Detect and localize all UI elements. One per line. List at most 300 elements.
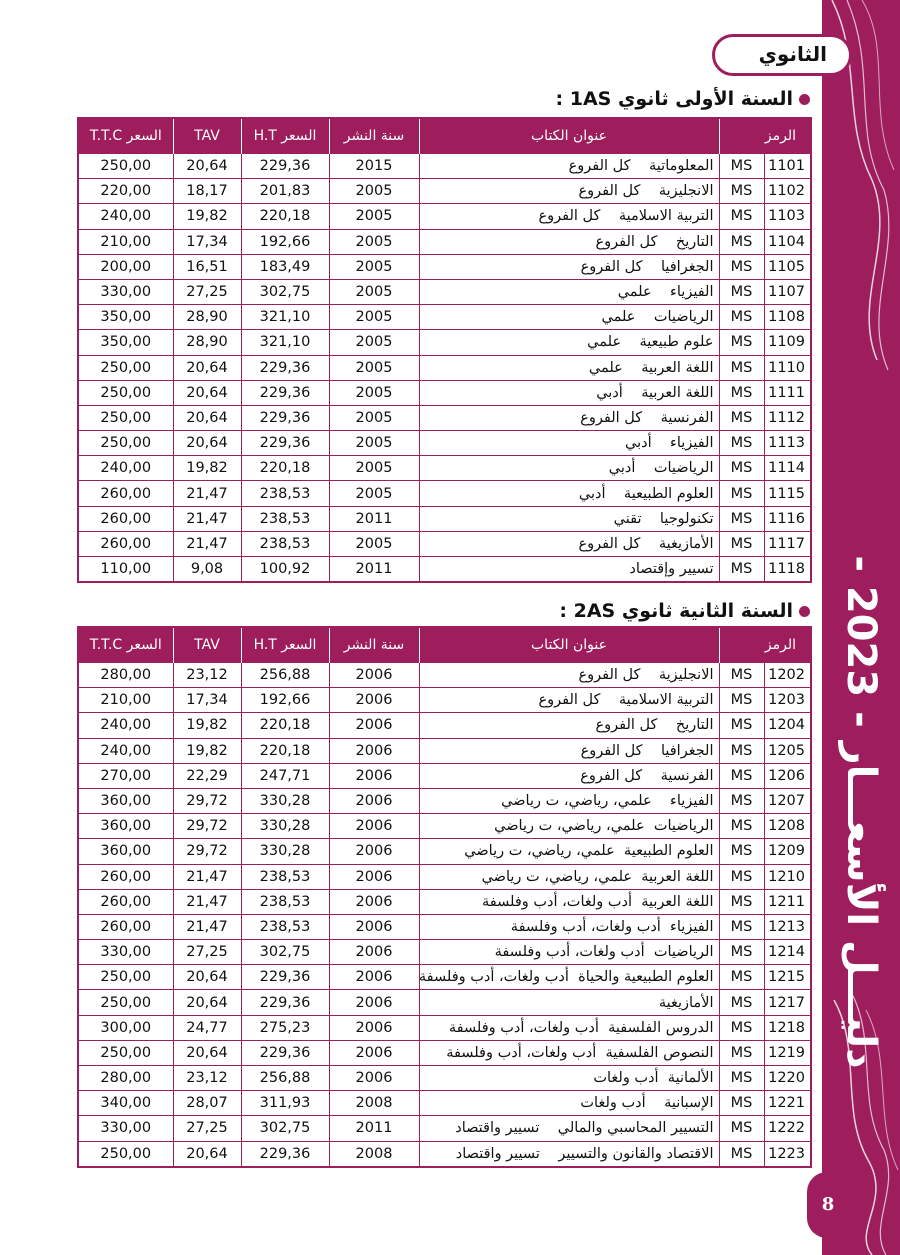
- cell-ttc: 260,00: [78, 531, 173, 556]
- cell-ht: 220,18: [241, 456, 329, 481]
- cell-ht: 100,92: [241, 557, 329, 583]
- cell-ms: MS: [719, 557, 764, 583]
- cell-title: التربية الاسلامية كل الفروع: [419, 204, 719, 229]
- cell-ttc: 270,00: [78, 763, 173, 788]
- col-header-ht: السعر H.T: [241, 118, 329, 154]
- cell-ms: MS: [719, 990, 764, 1015]
- cell-ms: MS: [719, 204, 764, 229]
- table-row: [78, 864, 811, 889]
- cell-ht: 256,88: [241, 1066, 329, 1091]
- cell-year: 2006: [329, 738, 419, 763]
- table-row: [78, 814, 811, 839]
- table-row: [78, 1141, 811, 1167]
- cell-code: 1101: [764, 154, 811, 179]
- table-row: [78, 506, 811, 531]
- cell-title: الاقتصاد والقانون والتسيير تسيير واقتصاد: [419, 1141, 719, 1167]
- table-row: [78, 557, 811, 583]
- price-table-1as: [77, 117, 812, 583]
- cell-code: 1110: [764, 355, 811, 380]
- cell-title: الرياضيات أدبي: [419, 456, 719, 481]
- cell-ttc: 330,00: [78, 1116, 173, 1141]
- cell-code: 1209: [764, 839, 811, 864]
- cell-title: الفيزياء أدب ولغات، أدب وفلسفة: [419, 914, 719, 939]
- cell-ht: 330,28: [241, 788, 329, 813]
- cell-code: 1118: [764, 557, 811, 583]
- cell-title: التاريخ كل الفروع: [419, 713, 719, 738]
- cell-tav: 19,82: [173, 713, 241, 738]
- cell-year: 2005: [329, 355, 419, 380]
- cell-year: 2005: [329, 254, 419, 279]
- cell-title: اللغة العربية علمي، رياضي، ت رياضي: [419, 864, 719, 889]
- cell-ttc: 250,00: [78, 990, 173, 1015]
- cell-year: 2005: [329, 305, 419, 330]
- cell-tav: 27,25: [173, 1116, 241, 1141]
- col-header-code: الرمز: [719, 627, 811, 663]
- header-pill: [712, 34, 852, 76]
- cell-ht: 229,36: [241, 380, 329, 405]
- cell-ttc: 240,00: [78, 738, 173, 763]
- cell-ttc: 260,00: [78, 481, 173, 506]
- col-header-tav: TAV: [173, 118, 241, 154]
- cell-ttc: 210,00: [78, 229, 173, 254]
- cell-year: 2008: [329, 1091, 419, 1116]
- cell-year: 2005: [329, 229, 419, 254]
- cell-tav: 20,64: [173, 965, 241, 990]
- cell-ttc: 240,00: [78, 204, 173, 229]
- cell-code: 1102: [764, 179, 811, 204]
- cell-ms: MS: [719, 531, 764, 556]
- cell-ms: MS: [719, 1040, 764, 1065]
- cell-code: 1215: [764, 965, 811, 990]
- cell-tav: 16,51: [173, 254, 241, 279]
- page-title: الثانوي: [758, 42, 827, 66]
- cell-title: النصوص الفلسفية أدب ولغات، أدب وفلسفة: [419, 1040, 719, 1065]
- table-row: [78, 1015, 811, 1040]
- cell-tav: 21,47: [173, 914, 241, 939]
- cell-tav: 29,72: [173, 814, 241, 839]
- cell-code: 1112: [764, 405, 811, 430]
- cell-ms: MS: [719, 1015, 764, 1040]
- cell-year: 2011: [329, 506, 419, 531]
- table-row: [78, 1091, 811, 1116]
- cell-title: المعلوماتية كل الفروع: [419, 154, 719, 179]
- cell-year: 2005: [329, 204, 419, 229]
- cell-ttc: 330,00: [78, 279, 173, 304]
- cell-tav: 17,34: [173, 229, 241, 254]
- table-row: [78, 914, 811, 939]
- cell-code: 1104: [764, 229, 811, 254]
- cell-tav: 19,82: [173, 738, 241, 763]
- cell-tav: 20,64: [173, 1040, 241, 1065]
- cell-ms: MS: [719, 456, 764, 481]
- cell-ttc: 260,00: [78, 914, 173, 939]
- cell-year: 2006: [329, 1040, 419, 1065]
- price-table-2as: [77, 626, 812, 1168]
- cell-year: 2006: [329, 889, 419, 914]
- cell-code: 1113: [764, 431, 811, 456]
- cell-title: الرياضيات علمي: [419, 305, 719, 330]
- cell-ttc: 240,00: [78, 713, 173, 738]
- cell-ms: MS: [719, 279, 764, 304]
- cell-tav: 24,77: [173, 1015, 241, 1040]
- cell-title: الرياضيات علمي، رياضي، ت رياضي: [419, 814, 719, 839]
- cell-ms: MS: [719, 481, 764, 506]
- cell-tav: 18,17: [173, 179, 241, 204]
- table-row: [78, 531, 811, 556]
- cell-ttc: 250,00: [78, 965, 173, 990]
- cell-tav: 28,07: [173, 1091, 241, 1116]
- cell-ttc: 250,00: [78, 1141, 173, 1167]
- cell-ms: MS: [719, 179, 764, 204]
- cell-ttc: 250,00: [78, 1040, 173, 1065]
- cell-code: 1109: [764, 330, 811, 355]
- cell-ms: MS: [719, 254, 764, 279]
- cell-code: 1204: [764, 713, 811, 738]
- table-row: [78, 839, 811, 864]
- cell-title: الجغرافيا كل الفروع: [419, 738, 719, 763]
- cell-title: تسيير وإقتصاد: [419, 557, 719, 583]
- bullet-icon: [799, 94, 810, 105]
- cell-ht: 256,88: [241, 663, 329, 688]
- cell-ttc: 350,00: [78, 330, 173, 355]
- cell-ht: 229,36: [241, 990, 329, 1015]
- cell-code: 1203: [764, 688, 811, 713]
- cell-tav: 21,47: [173, 531, 241, 556]
- cell-ms: MS: [719, 914, 764, 939]
- col-header-ttc: السعر T.T.C: [78, 627, 173, 663]
- section-title-1as: [556, 88, 811, 110]
- cell-year: 2005: [329, 531, 419, 556]
- cell-year: 2006: [329, 763, 419, 788]
- cell-year: 2006: [329, 940, 419, 965]
- cell-code: 1205: [764, 738, 811, 763]
- table-row: [78, 990, 811, 1015]
- cell-ht: 192,66: [241, 688, 329, 713]
- cell-ms: MS: [719, 738, 764, 763]
- cell-year: 2006: [329, 965, 419, 990]
- cell-year: 2005: [329, 380, 419, 405]
- cell-year: 2005: [329, 279, 419, 304]
- cell-tav: 20,64: [173, 431, 241, 456]
- cell-year: 2006: [329, 864, 419, 889]
- cell-ht: 321,10: [241, 330, 329, 355]
- cell-code: 1114: [764, 456, 811, 481]
- cell-ht: 321,10: [241, 305, 329, 330]
- cell-ttc: 210,00: [78, 688, 173, 713]
- cell-tav: 19,82: [173, 456, 241, 481]
- col-header-title: عنوان الكتاب: [419, 627, 719, 663]
- cell-year: 2011: [329, 1116, 419, 1141]
- cell-code: 1211: [764, 889, 811, 914]
- table-row: [78, 481, 811, 506]
- cell-title: الفرنسية كل الفروع: [419, 405, 719, 430]
- table-body: [78, 154, 811, 583]
- cell-title: الانجليزية كل الفروع: [419, 179, 719, 204]
- cell-ht: 302,75: [241, 940, 329, 965]
- cell-year: 2015: [329, 154, 419, 179]
- cell-title: اللغة العربية أدبي: [419, 380, 719, 405]
- cell-title: الأمازيغية: [419, 990, 719, 1015]
- cell-code: 1108: [764, 305, 811, 330]
- cell-tav: 29,72: [173, 788, 241, 813]
- section-title-text: السنة الأولى ثانوي 1AS :: [555, 88, 793, 110]
- cell-code: 1202: [764, 663, 811, 688]
- cell-ms: MS: [719, 431, 764, 456]
- cell-ht: 229,36: [241, 154, 329, 179]
- cell-ttc: 360,00: [78, 839, 173, 864]
- cell-title: الجغرافيا كل الفروع: [419, 254, 719, 279]
- cell-ht: 247,71: [241, 763, 329, 788]
- cell-ht: 302,75: [241, 1116, 329, 1141]
- table-row: [78, 889, 811, 914]
- cell-ttc: 250,00: [78, 431, 173, 456]
- cell-code: 1219: [764, 1040, 811, 1065]
- cell-year: 2005: [329, 405, 419, 430]
- cell-tav: 28,90: [173, 305, 241, 330]
- cell-tav: 20,64: [173, 355, 241, 380]
- cell-ttc: 110,00: [78, 557, 173, 583]
- cell-ms: MS: [719, 355, 764, 380]
- cell-ms: MS: [719, 889, 764, 914]
- cell-year: 2006: [329, 839, 419, 864]
- cell-title: الانجليزية كل الفروع: [419, 663, 719, 688]
- bullet-icon: [799, 606, 810, 617]
- table-row: [78, 1066, 811, 1091]
- table-row: [78, 1116, 811, 1141]
- cell-title: تكنولوجيا تقني: [419, 506, 719, 531]
- table-row: [78, 330, 811, 355]
- table-row: [78, 788, 811, 813]
- cell-code: 1105: [764, 254, 811, 279]
- cell-tav: 23,12: [173, 1066, 241, 1091]
- cell-ht: 238,53: [241, 864, 329, 889]
- cell-ttc: 250,00: [78, 380, 173, 405]
- col-header-title: عنوان الكتاب: [419, 118, 719, 154]
- table-row: [78, 1040, 811, 1065]
- cell-ttc: 220,00: [78, 179, 173, 204]
- cell-ttc: 280,00: [78, 663, 173, 688]
- cell-year: 2006: [329, 914, 419, 939]
- cell-ht: 238,53: [241, 889, 329, 914]
- cell-ttc: 260,00: [78, 506, 173, 531]
- cell-title: الأمازيغية كل الفروع: [419, 531, 719, 556]
- cell-ms: MS: [719, 688, 764, 713]
- cell-title: العلوم الطبيعية أدبي: [419, 481, 719, 506]
- cell-ms: MS: [719, 713, 764, 738]
- cell-ms: MS: [719, 330, 764, 355]
- cell-ttc: 260,00: [78, 889, 173, 914]
- cell-tav: 21,47: [173, 864, 241, 889]
- cell-tav: 20,64: [173, 990, 241, 1015]
- cell-title: الدروس الفلسفية أدب ولغات، أدب وفلسفة: [419, 1015, 719, 1040]
- cell-code: 1103: [764, 204, 811, 229]
- col-header-year: سنة النشر: [329, 627, 419, 663]
- cell-year: 2006: [329, 1015, 419, 1040]
- cell-ht: 220,18: [241, 713, 329, 738]
- cell-tav: 21,47: [173, 889, 241, 914]
- col-header-year: سنة النشر: [329, 118, 419, 154]
- cell-ht: 330,28: [241, 839, 329, 864]
- cell-ttc: 250,00: [78, 405, 173, 430]
- cell-ttc: 250,00: [78, 154, 173, 179]
- cell-code: 1107: [764, 279, 811, 304]
- cell-year: 2011: [329, 557, 419, 583]
- table-row: [78, 305, 811, 330]
- cell-code: 1220: [764, 1066, 811, 1091]
- cell-year: 2006: [329, 688, 419, 713]
- cell-ttc: 350,00: [78, 305, 173, 330]
- table-row: [78, 738, 811, 763]
- cell-title: العلوم الطبيعية والحياة أدب ولغات، أدب وفلسفة: [419, 965, 719, 990]
- cell-code: 1218: [764, 1015, 811, 1040]
- table-row: [78, 179, 811, 204]
- cell-year: 2008: [329, 1141, 419, 1167]
- cell-ms: MS: [719, 940, 764, 965]
- cell-ttc: 360,00: [78, 814, 173, 839]
- cell-title: اللغة العربية أدب ولغات، أدب وفلسفة: [419, 889, 719, 914]
- table-row: [78, 279, 811, 304]
- cell-ht: 192,66: [241, 229, 329, 254]
- table-row: [78, 431, 811, 456]
- cell-tav: 21,47: [173, 506, 241, 531]
- cell-ms: MS: [719, 1091, 764, 1116]
- cell-ttc: 360,00: [78, 788, 173, 813]
- cell-tav: 20,64: [173, 154, 241, 179]
- cell-ht: 311,93: [241, 1091, 329, 1116]
- table-row: [78, 380, 811, 405]
- cell-ms: MS: [719, 864, 764, 889]
- cell-year: 2006: [329, 788, 419, 813]
- cell-year: 2006: [329, 990, 419, 1015]
- cell-ms: MS: [719, 229, 764, 254]
- cell-ms: MS: [719, 1141, 764, 1167]
- cell-title: الفيزياء علمي: [419, 279, 719, 304]
- table-row: [78, 663, 811, 688]
- table-body: [78, 663, 811, 1167]
- cell-tav: 9,08: [173, 557, 241, 583]
- cell-ht: 238,53: [241, 914, 329, 939]
- cell-ms: MS: [719, 814, 764, 839]
- cell-code: 1222: [764, 1116, 811, 1141]
- table-row: [78, 456, 811, 481]
- cell-tav: 27,25: [173, 279, 241, 304]
- cell-tav: 20,64: [173, 405, 241, 430]
- cell-title: التاريخ كل الفروع: [419, 229, 719, 254]
- cell-ht: 238,53: [241, 531, 329, 556]
- cell-tav: 22,29: [173, 763, 241, 788]
- cell-tav: 20,64: [173, 1141, 241, 1167]
- page-number: 8: [821, 1194, 835, 1215]
- cell-code: 1214: [764, 940, 811, 965]
- cell-code: 1116: [764, 506, 811, 531]
- col-header-code: الرمز: [719, 118, 811, 154]
- cell-ht: 220,18: [241, 204, 329, 229]
- cell-code: 1117: [764, 531, 811, 556]
- cell-ms: MS: [719, 1116, 764, 1141]
- cell-ms: MS: [719, 763, 764, 788]
- cell-tav: 29,72: [173, 839, 241, 864]
- col-header-ttc: السعر T.T.C: [78, 118, 173, 154]
- col-header-tav: TAV: [173, 627, 241, 663]
- cell-ht: 229,36: [241, 405, 329, 430]
- cell-ttc: 280,00: [78, 1066, 173, 1091]
- table-header-row: [78, 627, 811, 663]
- cell-ms: MS: [719, 839, 764, 864]
- cell-title: الفيزياء أدبي: [419, 431, 719, 456]
- cell-code: 1207: [764, 788, 811, 813]
- cell-ms: MS: [719, 1066, 764, 1091]
- table-row: [78, 229, 811, 254]
- cell-year: 2006: [329, 713, 419, 738]
- cell-year: 2005: [329, 431, 419, 456]
- table-header-row: [78, 118, 811, 154]
- cell-ht: 302,75: [241, 279, 329, 304]
- cell-ms: MS: [719, 405, 764, 430]
- table-row: [78, 940, 811, 965]
- cell-code: 1210: [764, 864, 811, 889]
- cell-title: الفيزياء علمي، رياضي، ت رياضي: [419, 788, 719, 813]
- table-row: [78, 713, 811, 738]
- cell-ms: MS: [719, 965, 764, 990]
- table-row: [78, 763, 811, 788]
- cell-year: 2005: [329, 481, 419, 506]
- cell-ms: MS: [719, 305, 764, 330]
- cell-ht: 330,28: [241, 814, 329, 839]
- cell-ht: 229,36: [241, 1040, 329, 1065]
- cell-ttc: 240,00: [78, 456, 173, 481]
- cell-ms: MS: [719, 380, 764, 405]
- cell-tav: 21,47: [173, 481, 241, 506]
- section-title-2as: [559, 600, 810, 622]
- cell-ms: MS: [719, 663, 764, 688]
- section-title-text: السنة الثانية ثانوي 2AS :: [559, 600, 793, 622]
- cell-code: 1111: [764, 380, 811, 405]
- cell-year: 2005: [329, 179, 419, 204]
- cell-ht: 229,36: [241, 355, 329, 380]
- cell-code: 1115: [764, 481, 811, 506]
- cell-ttc: 300,00: [78, 1015, 173, 1040]
- cell-title: الرياضيات أدب ولغات، أدب وفلسفة: [419, 940, 719, 965]
- cell-ht: 201,83: [241, 179, 329, 204]
- sidebar-title: دليـــل الأسعـــار - 2023 -: [838, 555, 884, 1069]
- cell-year: 2006: [329, 814, 419, 839]
- table-row: [78, 154, 811, 179]
- cell-ht: 229,36: [241, 1141, 329, 1167]
- cell-code: 1221: [764, 1091, 811, 1116]
- cell-title: الفرنسية كل الفروع: [419, 763, 719, 788]
- cell-ht: 238,53: [241, 506, 329, 531]
- cell-ms: MS: [719, 788, 764, 813]
- cell-ttc: 250,00: [78, 355, 173, 380]
- cell-tav: 17,34: [173, 688, 241, 713]
- cell-title: التربية الاسلامية كل الفروع: [419, 688, 719, 713]
- col-header-ht: السعر H.T: [241, 627, 329, 663]
- cell-ht: 220,18: [241, 738, 329, 763]
- cell-ttc: 260,00: [78, 864, 173, 889]
- cell-tav: 27,25: [173, 940, 241, 965]
- table-row: [78, 405, 811, 430]
- cell-ht: 229,36: [241, 431, 329, 456]
- table-row: [78, 688, 811, 713]
- cell-ht: 229,36: [241, 965, 329, 990]
- table-row: [78, 965, 811, 990]
- cell-tav: 20,64: [173, 380, 241, 405]
- cell-code: 1223: [764, 1141, 811, 1167]
- cell-tav: 19,82: [173, 204, 241, 229]
- table-row: [78, 254, 811, 279]
- cell-code: 1213: [764, 914, 811, 939]
- cell-ttc: 340,00: [78, 1091, 173, 1116]
